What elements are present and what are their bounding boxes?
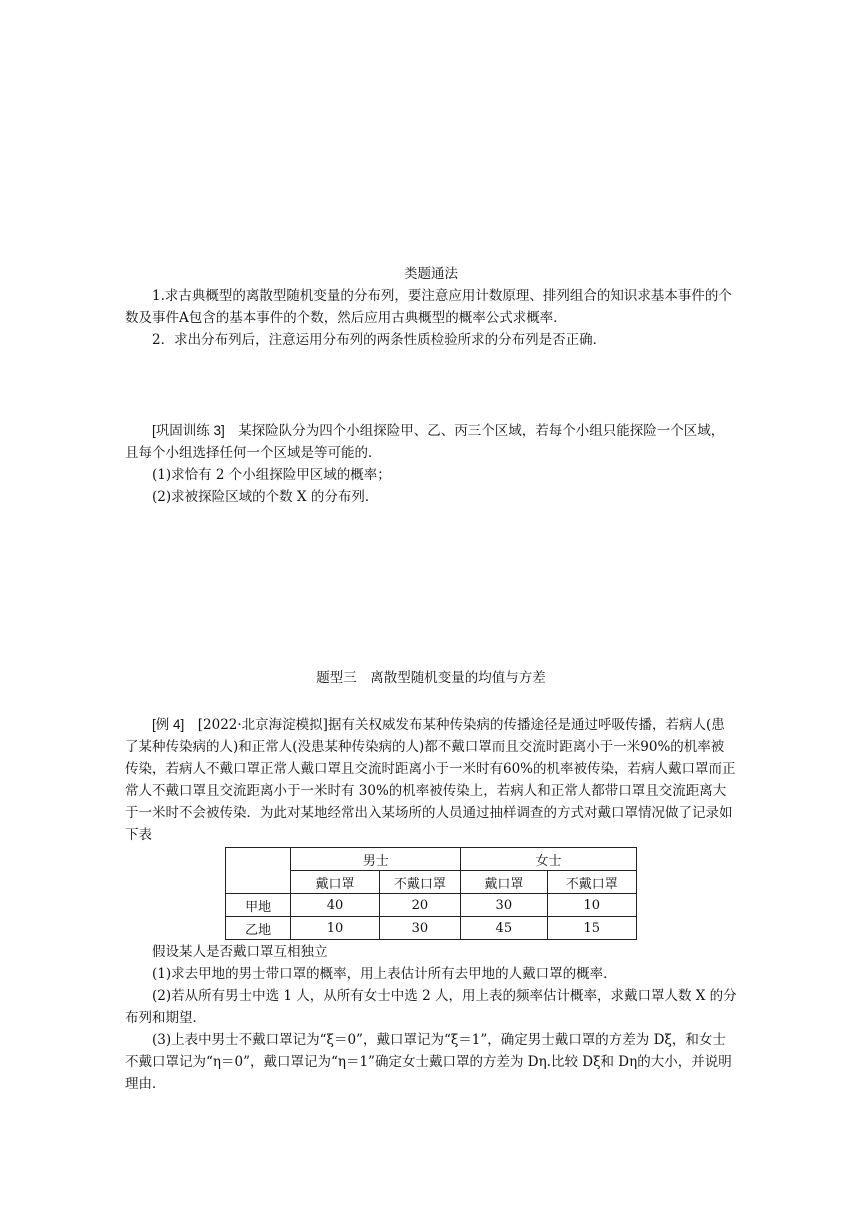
example-4-label: [例 4] xyxy=(152,717,185,732)
example-4-text: 据有关权威发布某种传染病的传播途径是通过呼吸传播，若病人(患了某种传染病的人)和正常人(没患某种传染病的人)都不戴口罩而且交流时距离小于一米90%的机率被传染，若病人不戴口罩正常人戴口罩且交流时距离小于一米时有60%的机率被传染，若病人戴口罩而正常人不戴口罩且交流距离小于一米时有 30%的机率被传染上，若病人和正常人都带口罩且交流距离大于一米时不会被传染．为此对某地经常出入某场所的人员通过抽样调查的方式对戴口罩情况做了记录如下表 xyxy=(125,717,736,843)
example-4 xyxy=(125,714,737,846)
example-4-questions xyxy=(125,941,737,1095)
table-cell: 10 xyxy=(547,894,636,917)
exercise-3-question-2: (2)求被探险区域的个数 X 的分布列． xyxy=(152,489,379,505)
table-subheader: 戴口罩 xyxy=(461,871,547,894)
table-subheader: 戴口罩 xyxy=(291,871,379,894)
exercise-3-text: 某探险队分为四个小组探险甲、乙、丙三个区域，若每个小组只能探险一个区域，且每个小组选择任何一个区域是等可能的． xyxy=(125,423,725,461)
table-cell: 20 xyxy=(379,894,460,917)
table-subheader: 不戴口罩 xyxy=(547,871,636,894)
example-4-source: [2022·北京海淀模拟] xyxy=(197,717,328,733)
table-group-header-men: 男士 xyxy=(291,848,461,871)
exercise-3-question-1: (1)求恰有 2 个小组探险甲区域的概率； xyxy=(152,467,391,483)
exercise-3 xyxy=(125,420,737,508)
example-4-stem xyxy=(125,714,737,846)
methods-point-2: 2．求出分布列后，注意运用分布列的两条性质检验所求的分布列是否正确． xyxy=(152,332,607,348)
methods-body xyxy=(125,285,737,351)
table-cell: 30 xyxy=(379,917,460,940)
table-group-header-women: 女士 xyxy=(461,848,637,871)
example-4-question-3: (3)上表中男士不戴口罩记为“ξ＝0”，戴口罩记为“ξ＝1”，确定男士戴口罩的方差为 Dξ，和女士不戴口罩记为“η＝0”，戴口罩记为“η＝1”确定女士戴口罩的方差为 Dη.比较 Dξ和 Dη的大小，并说明理由． xyxy=(125,1032,732,1092)
table-row xyxy=(226,848,637,871)
exercise-3-label: [巩固训练 3] xyxy=(152,423,225,438)
exercise-3-stem xyxy=(125,420,737,464)
example-4-assumption: 假设某人是否戴口罩互相独立 xyxy=(152,944,328,960)
example-4-question-1: (1)求去甲地的男士带口罩的概率，用上表估计所有去甲地的人戴口罩的概率． xyxy=(152,966,617,982)
table-cell: 15 xyxy=(547,917,636,940)
methods-point-1: 1.求古典概型的离散型随机变量的分布列，要注意应用计数原理、排列组合的知识求基本事件的个数及事件A包含的基本事件的个数，然后应用古典概型的概率公式求概率． xyxy=(125,288,732,326)
table-row xyxy=(226,917,637,940)
table-cell: 30 xyxy=(461,894,547,917)
table-cell: 10 xyxy=(291,917,379,940)
section-title-type3: 题型三 离散型随机变量的均值与方差 xyxy=(316,670,546,686)
table-subheader: 不戴口罩 xyxy=(379,871,460,894)
table-cell: 40 xyxy=(291,894,379,917)
mask-survey-table xyxy=(225,847,637,940)
table-row-label: 乙地 xyxy=(226,917,291,940)
table-corner-cell xyxy=(226,848,291,894)
section-title-methods: 类题通法 xyxy=(404,266,458,282)
table-cell: 45 xyxy=(461,917,547,940)
table-row-label: 甲地 xyxy=(226,894,291,917)
example-4-question-2: (2)若从所有男士中选 1 人，从所有女士中选 2 人，用上表的频率估计概率，求戴口罩人数 X 的分布列和期望． xyxy=(125,988,737,1026)
table-row xyxy=(226,894,637,917)
